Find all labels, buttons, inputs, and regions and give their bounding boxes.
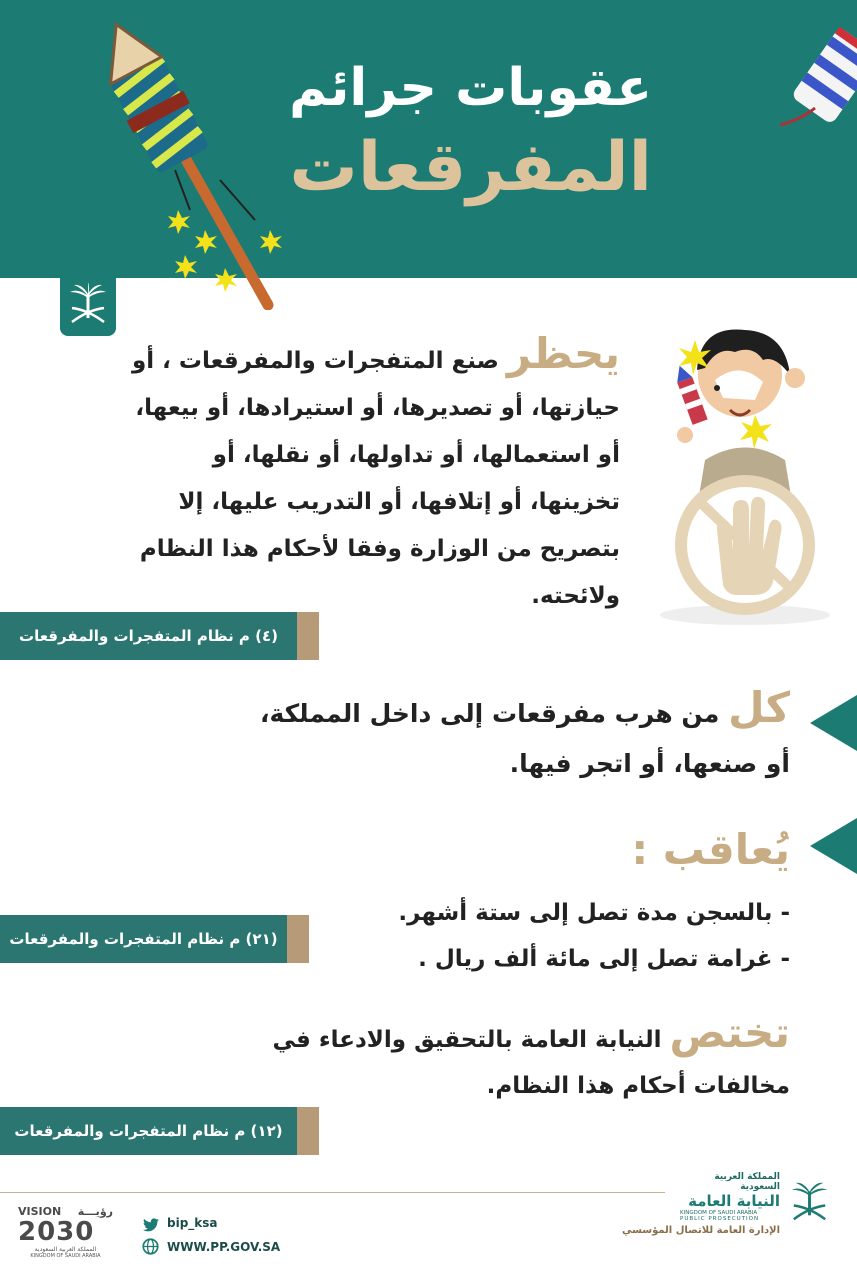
org-kingdom-en: KINGDOM OF SAUDI ARABIA <box>680 1210 758 1216</box>
vision-year: 2030 <box>18 1217 95 1247</box>
article-tag-12 <box>0 1107 297 1155</box>
vision-word: VISION <box>18 1205 62 1218</box>
penalty-block <box>230 820 790 982</box>
penalty-prison: - بالسجن مدة تصل إلى ستة أشهر. <box>398 900 790 926</box>
vision-kingdom-en: KINGDOM OF SAUDI ARABIA <box>30 1253 101 1259</box>
article-tag-21 <box>0 915 287 963</box>
article-tag-4 <box>0 612 297 660</box>
page-title-line2: المفرقعات <box>289 128 652 207</box>
jurisdiction-paragraph <box>170 1010 790 1109</box>
emblem-tab <box>60 278 116 336</box>
vision-2030-logo <box>18 1205 113 1265</box>
keyword-prohibited: يحظر <box>506 329 620 378</box>
page-title-line1: عقوبات جرائم <box>289 58 652 118</box>
jurisdiction-text: النيابة العامة بالتحقيق والادعاء في مخالفات أحكام هذا النظام. <box>272 1027 790 1099</box>
prohibition-paragraph <box>120 330 620 620</box>
vision-kingdom-ar: المملكة العربية السعودية <box>34 1246 97 1253</box>
firecracker-icon <box>770 20 857 140</box>
footer-divider <box>0 1192 665 1193</box>
palm-swords-emblem-icon <box>60 278 116 336</box>
article-tag-21-label: (٢١) م نظام المتفجرات والمفرقعات <box>9 930 278 948</box>
twitter-handle[interactable]: bip_ksa <box>167 1216 218 1230</box>
keyword-punished: يُعاقب : <box>631 825 790 874</box>
org-logo-text <box>621 1172 780 1236</box>
keyword-whoever: كل <box>728 683 790 732</box>
smuggling-paragraph <box>230 683 790 789</box>
triangle-arrow-icon <box>810 818 857 874</box>
org-kingdom-ar: المملكة العربية السعودية <box>714 1172 780 1192</box>
twitter-icon[interactable] <box>143 1218 159 1232</box>
org-department-ar: الإدارة العامة للاتصال المؤسسي <box>621 1225 780 1236</box>
website-link[interactable]: WWW.PP.GOV.SA <box>167 1240 281 1254</box>
vision-ar: رؤيـــة <box>77 1205 113 1218</box>
prohibition-text: صنع المتفجرات والمفرقعات ، أو حيازتها، أو تصديرها، أو استيرادها، أو بيعها، أو استعمالها، أو تداولها، أو نقلها، أو تخزينها، أو إتلافها، أو التدريب عليها، إلا بتصريح من الوزارة وفقا لأحكام هذا النظام ولائحته. <box>131 348 620 609</box>
smuggling-text: من هرب مفرقعات إلى داخل المملكة، أو صنعها، أو اتجر فيها. <box>259 699 790 778</box>
triangle-arrow-icon <box>810 695 857 751</box>
firework-rocket-icon <box>80 10 290 310</box>
org-name-ar: النيابة العامة <box>688 1192 780 1210</box>
palm-swords-emblem-icon <box>782 1172 837 1237</box>
article-tag-4-label: (٤) م نظام المتفجرات والمفرقعات <box>19 627 279 645</box>
penalty-fine: - غرامة تصل إلى مائة ألف ريال . <box>418 946 790 972</box>
globe-icon[interactable] <box>142 1238 159 1255</box>
injured-boy-illustration <box>645 320 840 630</box>
article-tag-12-label: (١٢) م نظام المتفجرات والمفرقعات <box>14 1122 283 1140</box>
org-name-en: PUBLIC PROSECUTION <box>680 1216 760 1222</box>
keyword-competent: تختص <box>669 1008 790 1057</box>
